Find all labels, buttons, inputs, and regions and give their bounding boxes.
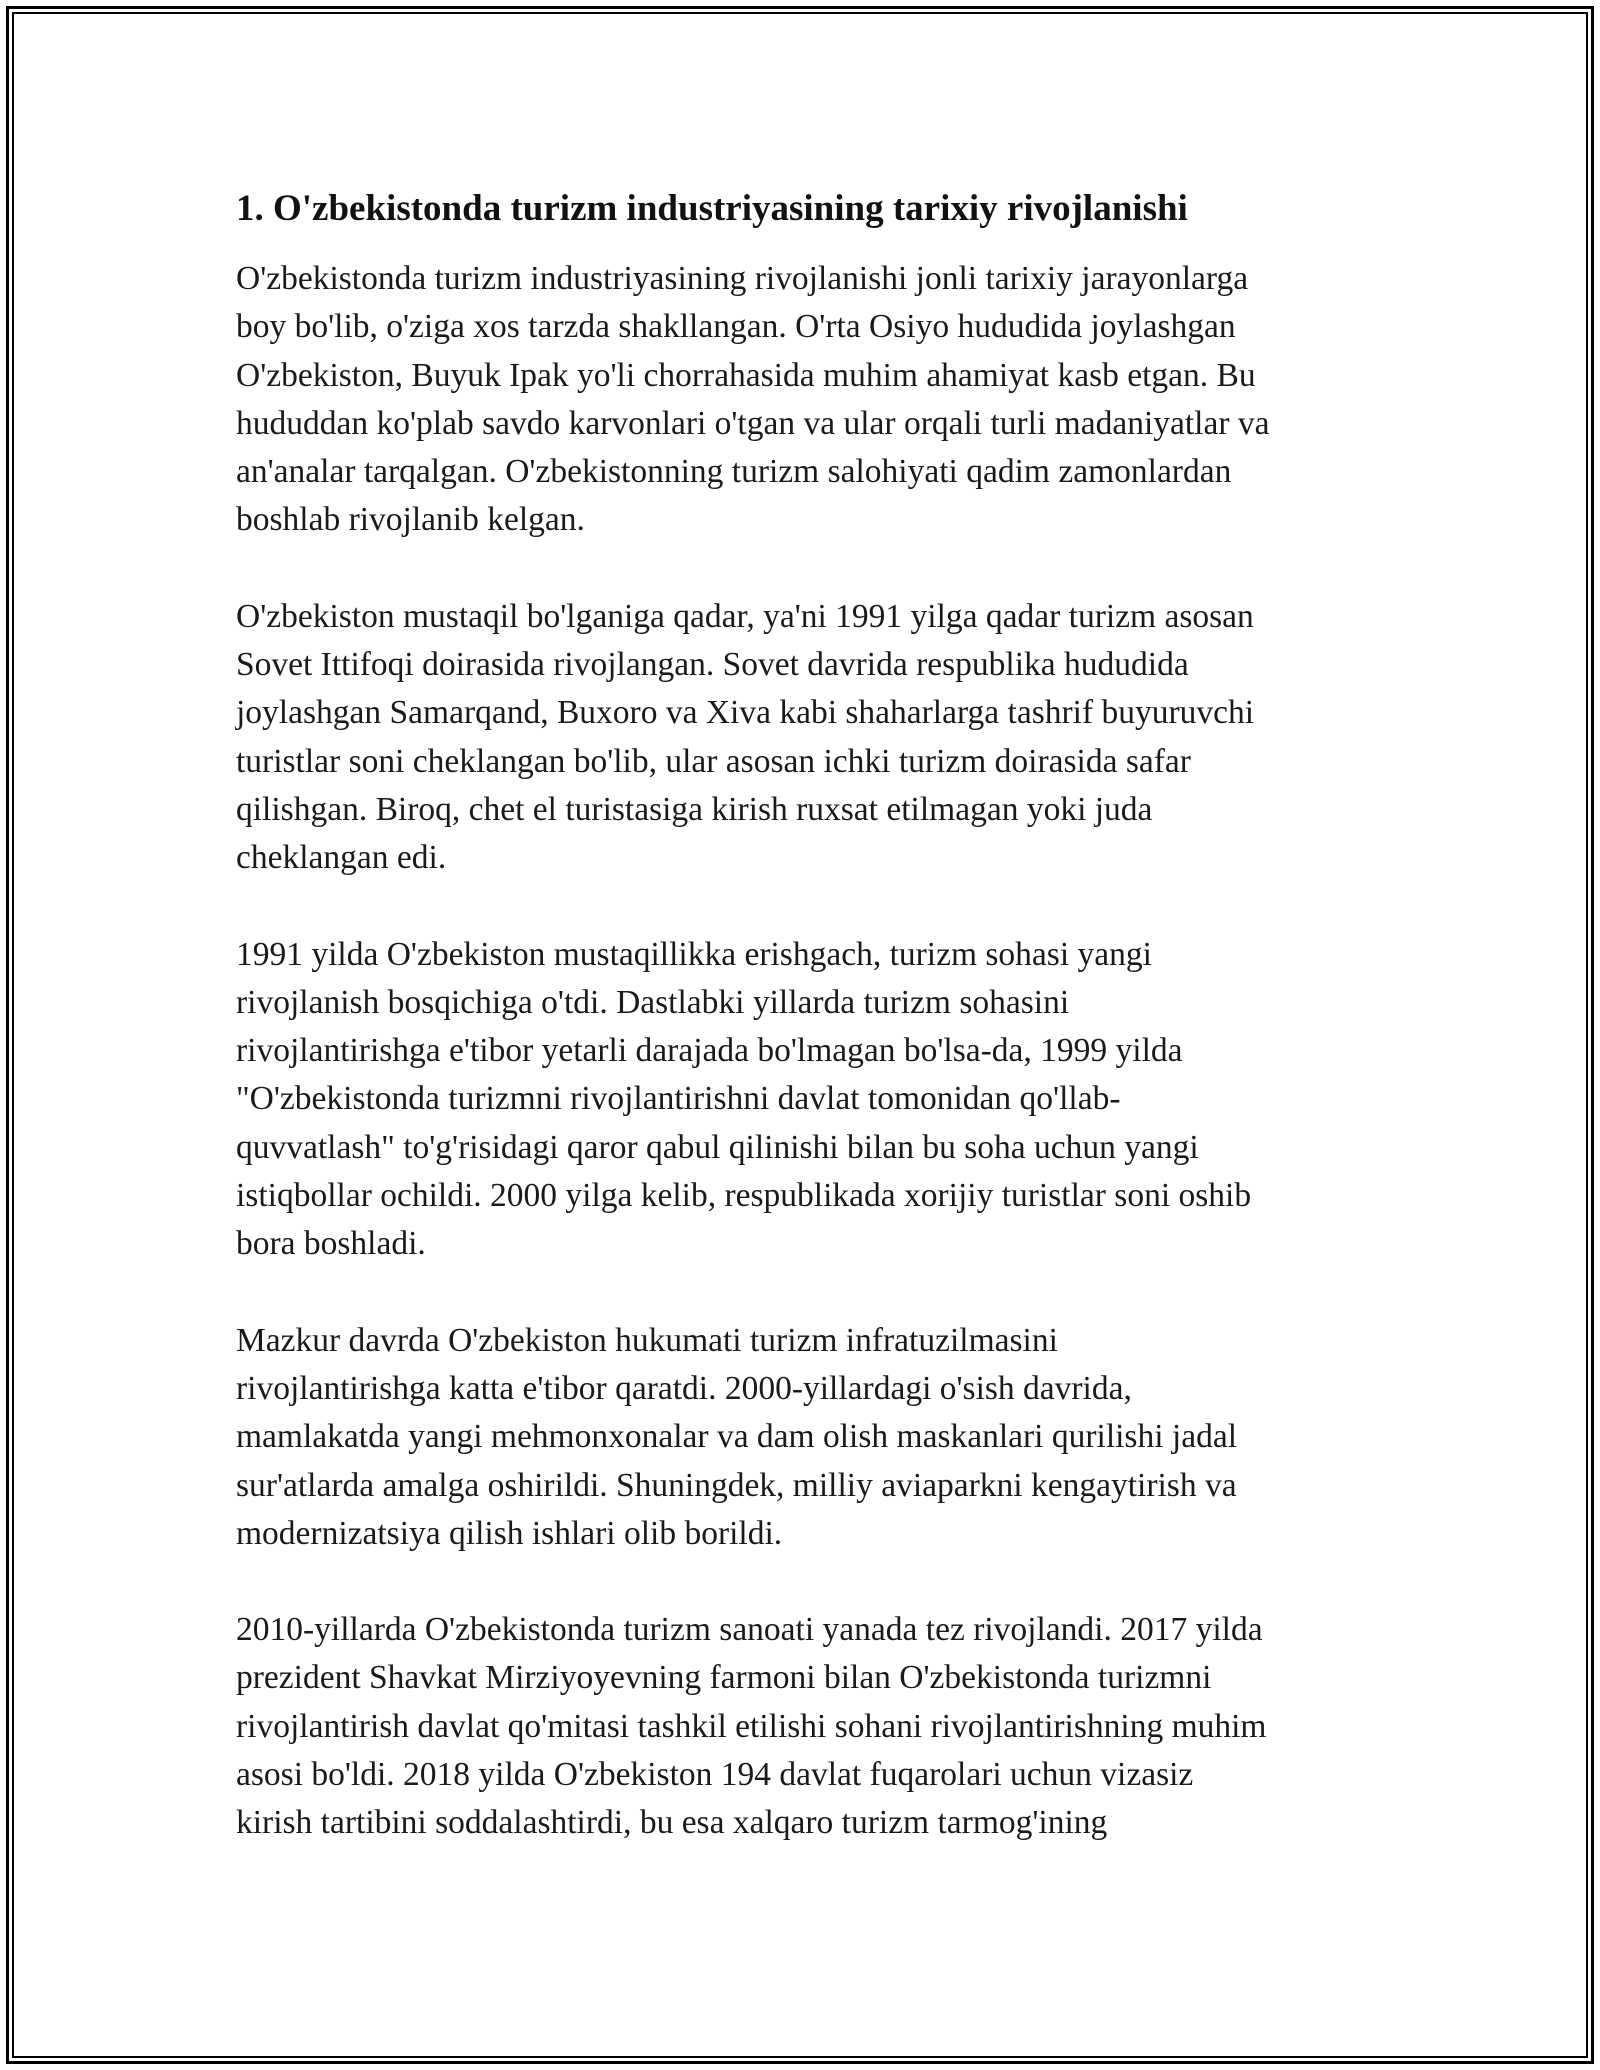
text-line: quvvatlash" to'g'risidagi qaror qabul qilinishi bilan bu soha uchun yangi bbox=[236, 1128, 1199, 1166]
paragraph-1 bbox=[236, 255, 1386, 545]
text-line: rivojlanish bosqichiga o'tdi. Dastlabki yillarda turizm sohasini bbox=[236, 983, 1070, 1021]
text-line: O'zbekiston mustaqil bo'lganiga qadar, ya'ni 1991 yilga qadar turizm asosan bbox=[236, 597, 1254, 635]
document-body bbox=[236, 185, 1386, 1896]
text-line: hududdan ko'plab savdo karvonlari o'tgan va ular orqali turli madaniyatlar va bbox=[236, 404, 1270, 442]
text-line: rivojlantirishga e'tibor yetarli darajada bo'lmagan bo'lsa-da, 1999 yilda bbox=[236, 1032, 1183, 1070]
text-line: boshlab rivojlanib kelgan. bbox=[236, 501, 585, 539]
text-line: an'analar tarqalgan. O'zbekistonning turizm salohiyati qadim zamonlardan bbox=[236, 453, 1232, 491]
text-line: boy bo'lib, o'ziga xos tarzda shakllangan. O'rta Osiyo hududida joylashgan bbox=[236, 308, 1236, 346]
text-line: asosi bo'ldi. 2018 yilda O'zbekiston 194 davlat fuqarolari uchun vizasiz bbox=[236, 1756, 1194, 1794]
paragraph-3 bbox=[236, 931, 1386, 1269]
text-line: Mazkur davrda O'zbekiston hukumati turizm infratuzilmasini bbox=[236, 1321, 1058, 1359]
text-line: cheklangan edi. bbox=[236, 839, 447, 877]
text-line: O'zbekiston, Buyuk Ipak yo'li chorrahasida muhim ahamiyat kasb etgan. Bu bbox=[236, 356, 1256, 394]
text-line: qilishgan. Biroq, chet el turistasiga kirish ruxsat etilmagan yoki juda bbox=[236, 790, 1153, 828]
text-line: sur'atlarda amalga oshirildi. Shuningdek, milliy aviaparkni kengaytirish va bbox=[236, 1466, 1237, 1504]
paragraph-5 bbox=[236, 1606, 1386, 1847]
text-line: kirish tartibini soddalashtirdi, bu esa xalqaro turizm tarmog'ining bbox=[236, 1804, 1108, 1842]
text-line: "O'zbekistonda turizmni rivojlantirishni davlat tomonidan qo'llab- bbox=[236, 1080, 1121, 1118]
text-line: mamlakatda yangi mehmonxonalar va dam olish maskanlari qurilishi jadal bbox=[236, 1418, 1238, 1456]
text-line: O'zbekistonda turizm industriyasining rivojlanishi jonli tarixiy jarayonlarga bbox=[236, 260, 1249, 297]
text-line: rivojlantirishga katta e'tibor qaratdi. 2000-yillardagi o'sish davrida, bbox=[236, 1369, 1132, 1407]
text-line: 2010-yillarda O'zbekistonda turizm sanoati yanada tez rivojlandi. 2017 yilda bbox=[236, 1611, 1263, 1649]
text-line: prezident Shavkat Mirziyoyevning farmoni bilan O'zbekistonda turizmni bbox=[236, 1659, 1212, 1697]
text-line: rivojlantirish davlat qo'mitasi tashkil etilishi sohani rivojlantirishning muhim bbox=[236, 1707, 1267, 1745]
text-line: bora boshladi. bbox=[236, 1225, 426, 1263]
paragraph-2 bbox=[236, 593, 1386, 883]
text-line: 1991 yilda O'zbekiston mustaqillikka erishgach, turizm sohasi yangi bbox=[236, 935, 1152, 973]
text-line: joylashgan Samarqand, Buxoro va Xiva kabi shaharlarga tashrif buyuruvchi bbox=[236, 694, 1255, 732]
text-line: Sovet Ittifoqi doirasida rivojlangan. Sovet davrida respublika hududida bbox=[236, 646, 1189, 684]
section-heading: 1. O'zbekistonda turizm industriyasining tarixiy rivojlanishi bbox=[236, 188, 1188, 229]
text-line: modernizatsiya qilish ishlari olib borildi. bbox=[236, 1514, 783, 1552]
paragraph-4 bbox=[236, 1317, 1386, 1558]
text-line: istiqbollar ochildi. 2000 yilga kelib, respublikada xorijiy turistlar soni oshib bbox=[236, 1177, 1252, 1215]
text-line: turistlar soni cheklangan bo'lib, ular asosan ichki turizm doirasida safar bbox=[236, 742, 1191, 780]
